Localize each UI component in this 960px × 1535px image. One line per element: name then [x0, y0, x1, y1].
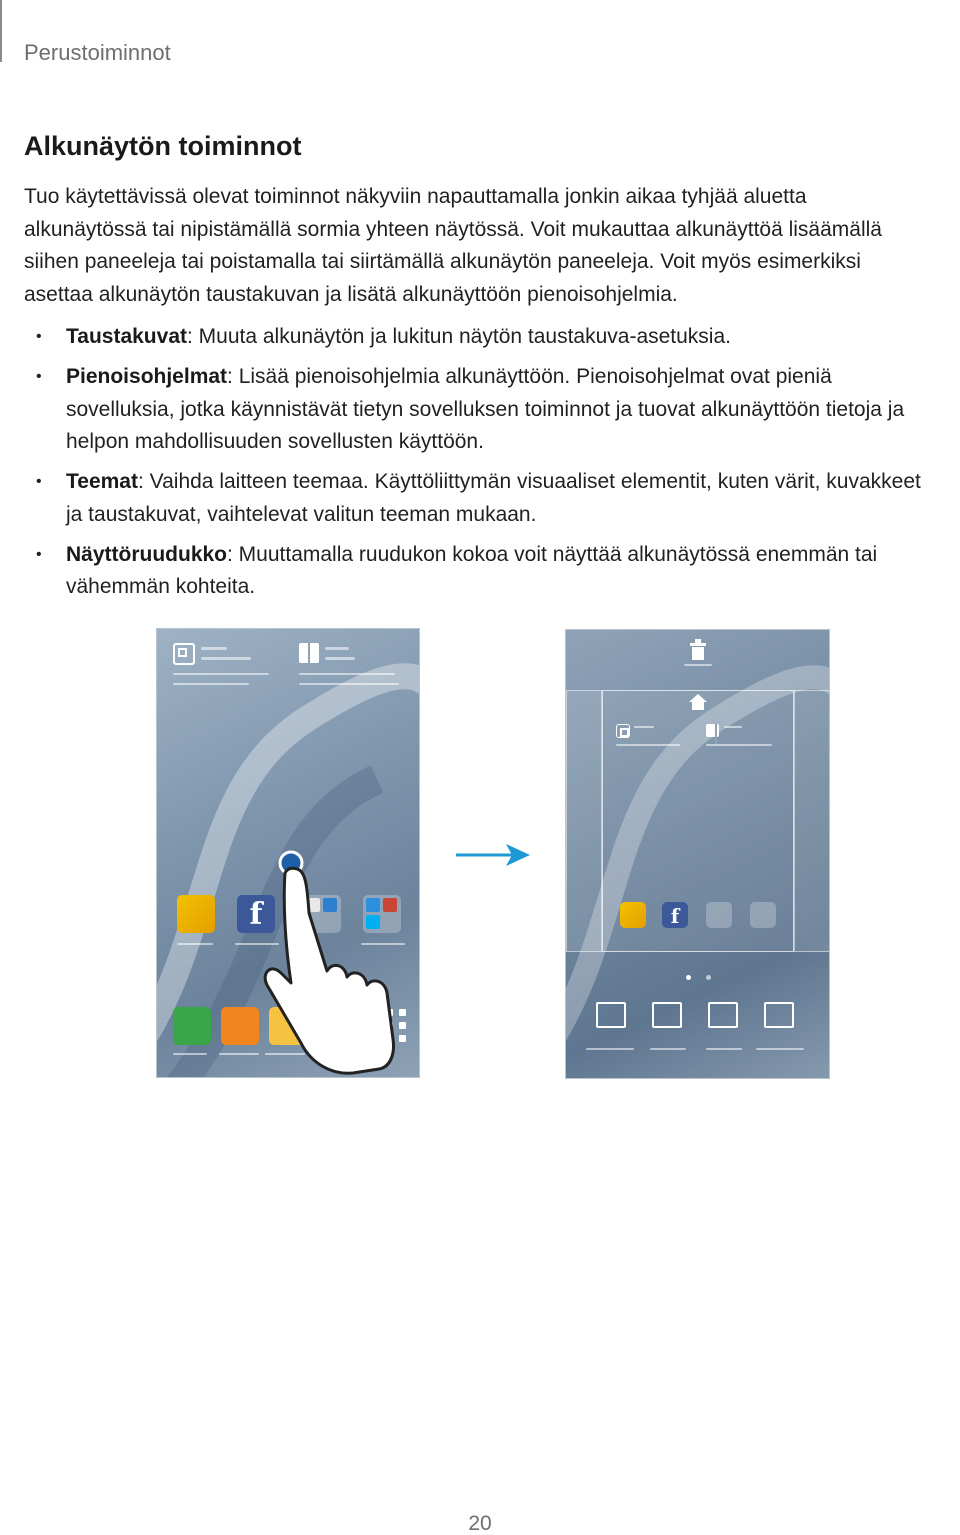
bullet-glyph: • [36, 328, 42, 345]
term-label: Taustakuvat [66, 325, 187, 348]
intro-paragraph [24, 181, 944, 311]
blurred-text [299, 673, 395, 675]
intro-line: siihen paneeleja tai poistamalla tai siirtämällä alkunäytön paneeleja. Voit myös esimerkiksi [24, 250, 861, 273]
list-item-line: ja taustakuvat, vaihtelevat valitun teeman mukaan. [66, 502, 537, 526]
blurred-text [325, 657, 355, 660]
term-label: Pienoisohjelmat [66, 365, 228, 388]
gift-icon [299, 643, 319, 663]
list-item-wallpapers [24, 321, 960, 354]
blurred-text [173, 673, 269, 675]
microsoft-apps-icon [750, 902, 776, 928]
blurred-text [634, 726, 654, 728]
blurred-text [706, 1048, 742, 1050]
wallpaper-icon [596, 1002, 626, 1028]
bullet-glyph: • [36, 545, 42, 563]
home-screen-before [156, 628, 420, 1078]
blurred-text [325, 647, 349, 650]
intro-line: asettaa alkunäytön taustakuvan ja lisätä alkunäyttöön pienoisohjelmia. [24, 282, 678, 306]
list-item-themes [24, 466, 960, 531]
blurred-text [173, 683, 249, 685]
panel-right [794, 690, 830, 952]
folder-icon [173, 643, 195, 665]
list-item-text: : Muuttamalla ruudukon kokoa voit näyttää alkunäytössä enemmän tai [227, 542, 878, 566]
gallery-icon [620, 902, 646, 928]
section-title: Alkunäytön toiminnot [24, 131, 302, 161]
list-item-line [66, 361, 960, 394]
blurred-text [724, 726, 742, 728]
blurred-text [177, 943, 213, 945]
blurred-text [173, 1053, 207, 1055]
list-item-line [66, 539, 960, 572]
folder-app-icon [706, 902, 732, 928]
list-item-line [66, 321, 960, 354]
list-item-text: : Lisää pienoisohjelmia alkunäyttöön. Pienoisohjelmat ovat pieniä [227, 365, 832, 388]
list-item-line [66, 466, 960, 499]
list-item-line: helpon mahdollisuuden sovellusten käyttöön. [66, 430, 484, 453]
panel-left [566, 690, 602, 952]
bullet-glyph: • [36, 473, 42, 490]
list-item-text: : Muuta alkunäytön ja lukitun näytön taustakuva-asetuksia. [187, 325, 731, 348]
hand-gesture-icon [261, 843, 401, 1078]
blurred-text [219, 1053, 259, 1055]
blurred-text [616, 744, 680, 746]
blurred-text [684, 664, 712, 666]
blurred-text [201, 647, 227, 650]
facebook-icon: f [237, 895, 275, 933]
arrow-icon [456, 842, 532, 868]
page-number: 20 [468, 1512, 492, 1535]
list-item-line: sovelluksia, jotka käynnistävät tietyn sovelluksen toiminnot ja tuovat alkunäyttöön tietoja ja [66, 397, 905, 421]
list-item-line: vähemmän kohteita. [66, 575, 256, 598]
intro-line: Tuo käytettävissä olevat toiminnot näkyviin napauttamalla jonkin aikaa tyhjää aluetta [24, 185, 807, 208]
phone-icon [173, 1007, 211, 1045]
home-screen-edit-mode [565, 629, 830, 1079]
themes-icon [708, 1002, 738, 1028]
page-edge-rule [0, 0, 2, 62]
page-indicator-dot [686, 975, 691, 980]
running-header: Perustoiminnot [24, 40, 171, 65]
blurred-text [756, 1048, 804, 1050]
list-item-screen-grid [24, 539, 960, 604]
widgets-icon [652, 1002, 682, 1028]
blurred-text [299, 683, 399, 685]
blurred-text [706, 744, 772, 746]
page-indicator-dot [706, 975, 711, 980]
intro-line: alkunäytössä tai nipistämällä sormia yhteen näytössä. Voit mukauttaa alkunäyttöä lisäämällä [24, 217, 882, 241]
home-screen-illustration [156, 628, 830, 1080]
gallery-icon [177, 895, 215, 933]
blurred-text [650, 1048, 686, 1050]
list-item-text: : Vaihda laitteen teemaa. Käyttöliittymän visuaaliset elementit, kuten värit, kuvakkeet [137, 470, 921, 493]
facebook-icon: f [662, 902, 688, 928]
term-label: Teemat [66, 470, 138, 493]
gift-icon [706, 724, 719, 737]
folder-icon [616, 724, 630, 738]
contacts-icon [221, 1007, 259, 1045]
bullet-glyph: • [36, 368, 42, 385]
term-label: Näyttöruudukko [66, 542, 228, 566]
feature-list [24, 321, 960, 611]
trash-icon [688, 639, 708, 661]
blurred-text [586, 1048, 634, 1050]
list-item-widgets [24, 361, 960, 459]
screen-grid-icon [764, 1002, 794, 1028]
blurred-text [201, 657, 251, 660]
home-icon [689, 694, 707, 710]
